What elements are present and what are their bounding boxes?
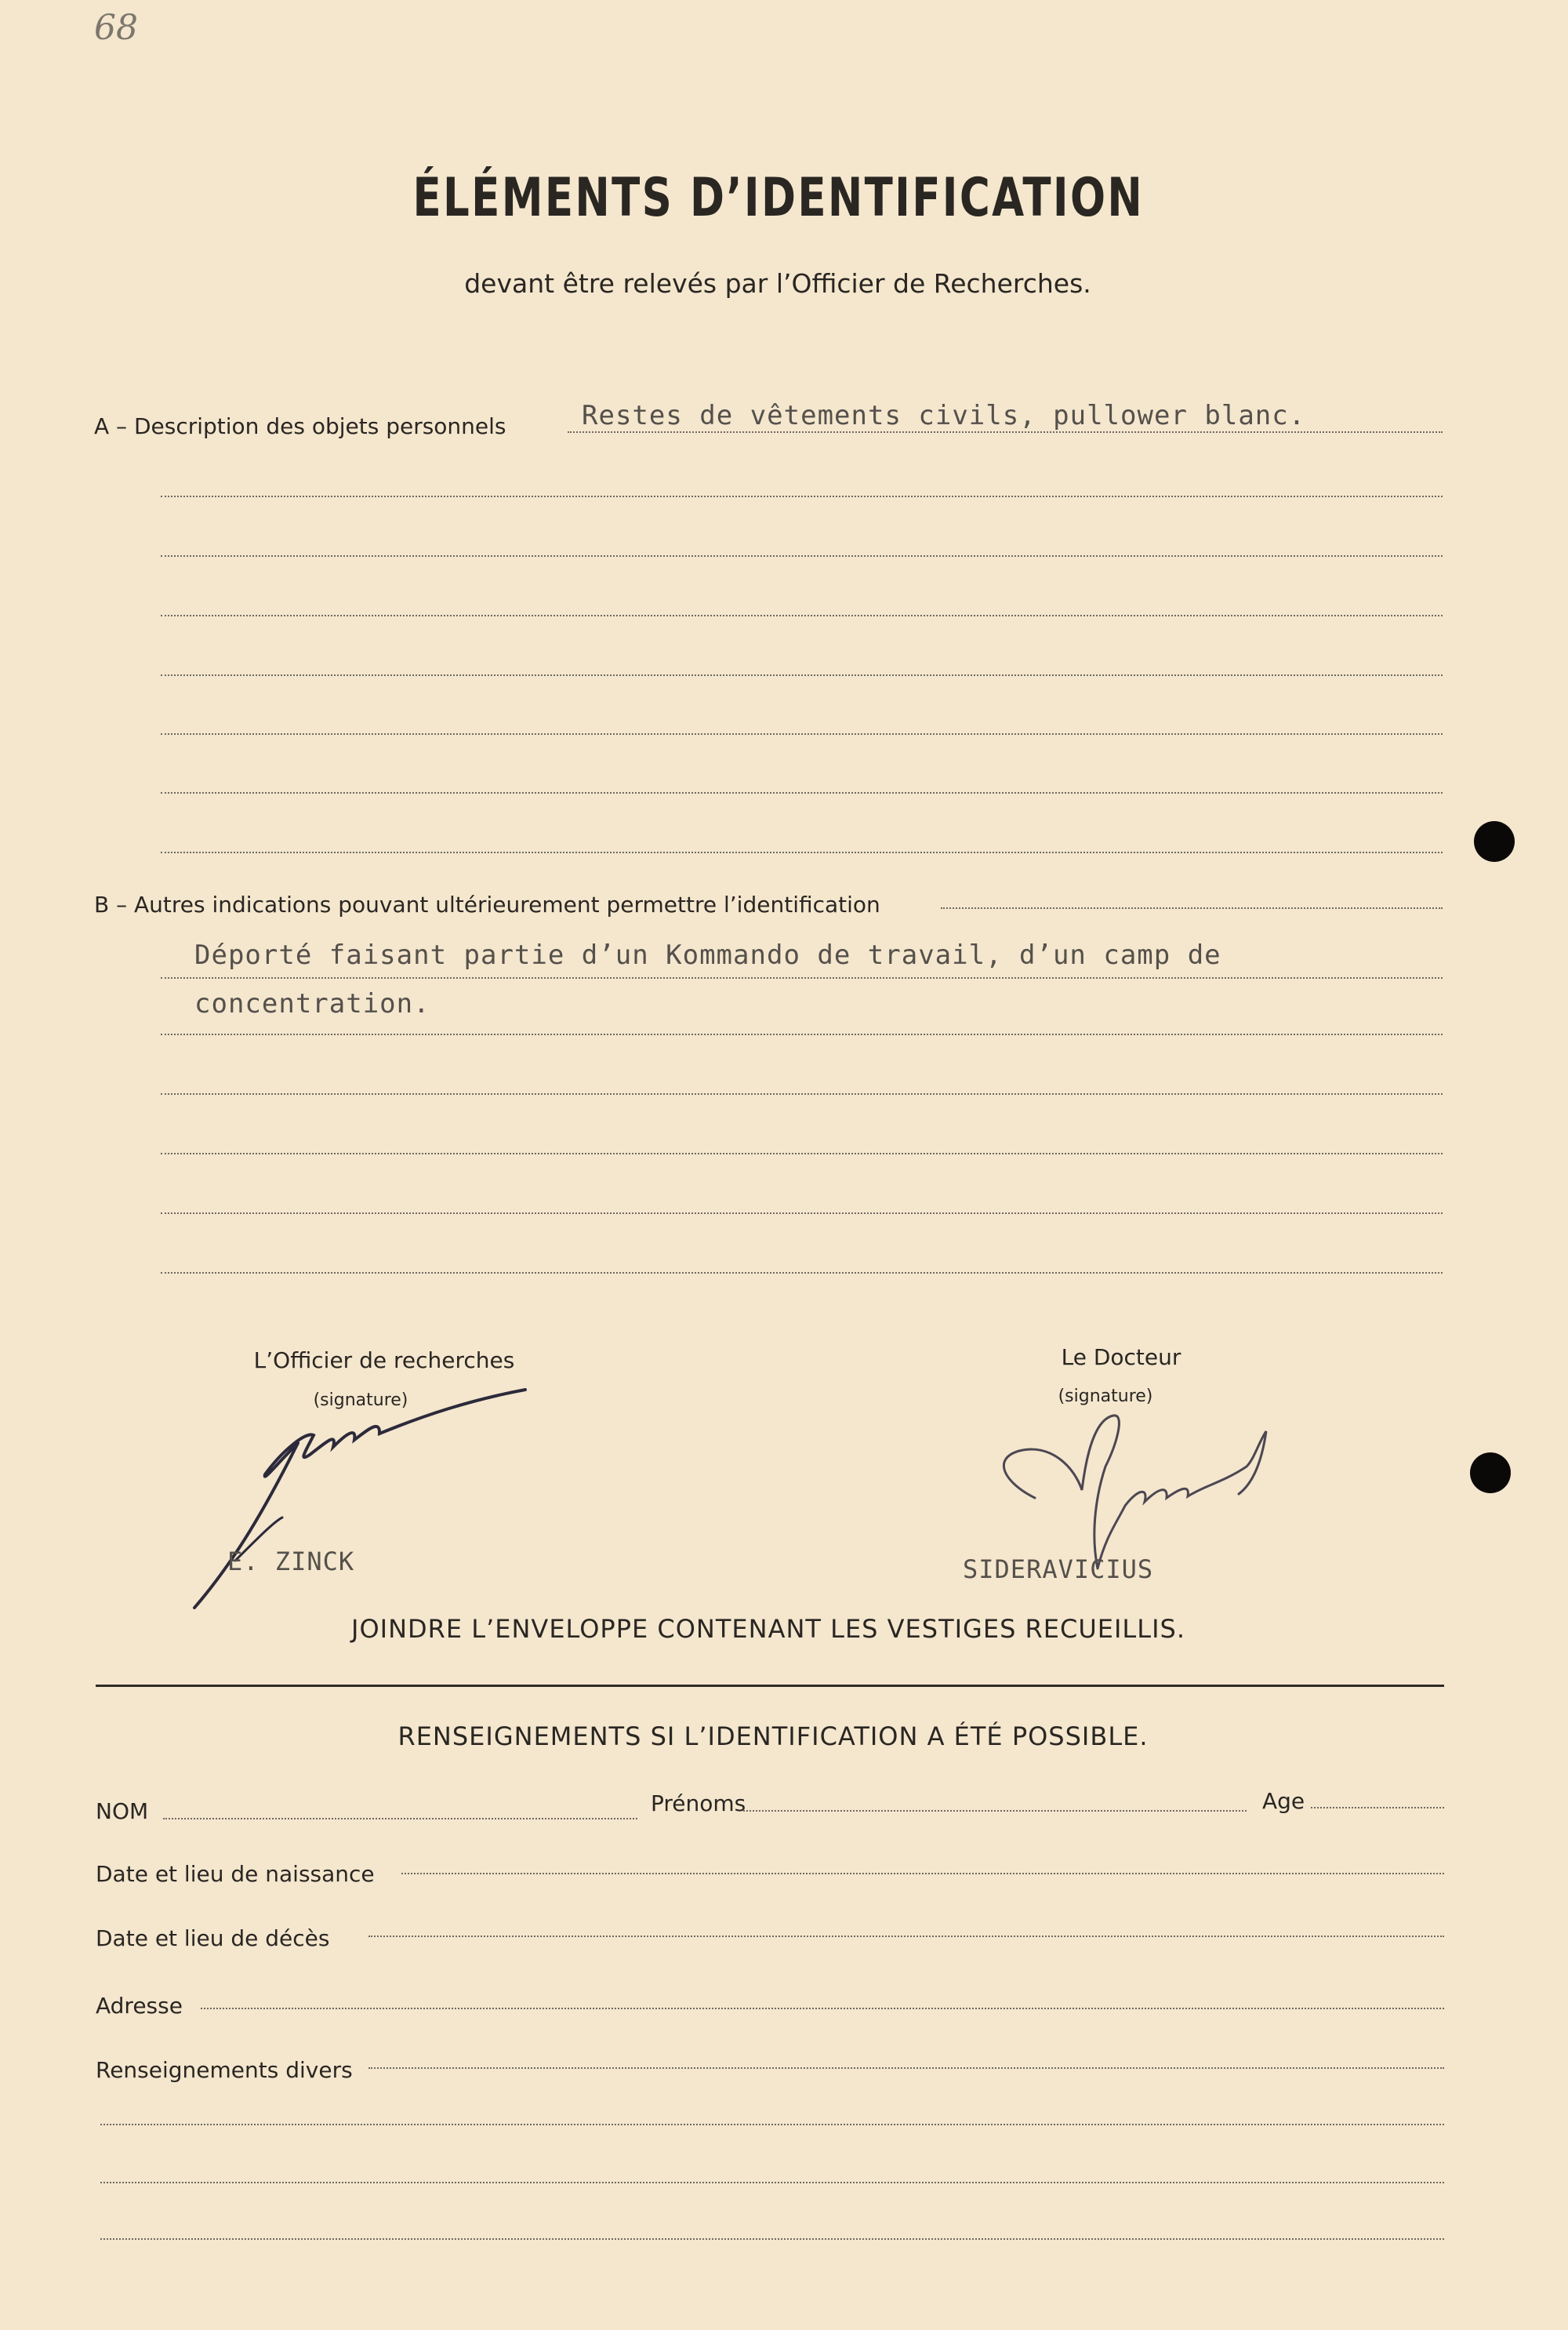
section-b-dotted-line — [161, 1153, 1443, 1154]
misc-field-line — [100, 2124, 1444, 2125]
document-title: ÉLÉMENTS D’IDENTIFICATION — [412, 167, 1145, 229]
prenoms-field-line — [743, 1810, 1247, 1812]
section-a-dotted-line — [161, 615, 1443, 616]
section-a-dotted-line — [568, 431, 1443, 433]
section-a-dotted-line — [161, 555, 1443, 557]
nom-field-line — [163, 1818, 637, 1819]
birth-field-line — [401, 1873, 1444, 1874]
misc-field-line — [100, 2182, 1444, 2183]
section-a-dotted-line — [161, 852, 1443, 853]
envelope-note: JOINDRE L’ENVELOPPE CONTENANT LES VESTIGES RECUEILLIS. — [351, 1614, 1185, 1644]
section-a-dotted-line — [161, 733, 1443, 735]
doctor-signature — [988, 1412, 1278, 1576]
section-b-dotted-line — [941, 907, 1443, 909]
misc-field-line — [100, 2238, 1444, 2240]
punch-hole — [1474, 821, 1515, 862]
section-divider — [96, 1685, 1444, 1687]
section-b-label: B – Autres indications pouvant ultérieurement permettre l’identification — [94, 892, 880, 918]
info-section-heading: RENSEIGNEMENTS SI L’IDENTIFICATION A ÉTÉ POSSIBLE. — [397, 1721, 1149, 1751]
section-a-value: Restes de vêtements civils, pullower blanc. — [582, 400, 1306, 431]
prenoms-label: Prénoms — [651, 1790, 746, 1816]
doctor-title: Le Docteur — [1061, 1344, 1181, 1370]
doctor-name: SIDERAVICIUS — [963, 1554, 1154, 1584]
section-b-dotted-line — [161, 1093, 1443, 1095]
section-b-dotted-line — [161, 1034, 1443, 1035]
section-b-dotted-line — [161, 977, 1443, 979]
corner-number: 68 — [94, 8, 138, 48]
nom-label: NOM — [96, 1798, 149, 1824]
address-label: Adresse — [96, 1993, 183, 2019]
birth-label: Date et lieu de naissance — [96, 1861, 375, 1887]
officer-name: E. ZINCK — [227, 1547, 355, 1576]
document-subtitle: devant être relevés par l’Officier de Recherches. — [464, 268, 1091, 299]
section-a-label: A – Description des objets personnels — [94, 413, 506, 439]
section-b-value-line-1: Déporté faisant partie d’un Kommando de travail, d’un camp de — [194, 940, 1221, 971]
section-b-dotted-line — [161, 1272, 1443, 1274]
address-field-line — [201, 2008, 1444, 2009]
section-a-dotted-line — [161, 792, 1443, 794]
death-field-line — [368, 1936, 1444, 1937]
officer-title: L’Officier de recherches — [253, 1347, 515, 1373]
age-label: Age — [1262, 1788, 1305, 1814]
punch-hole — [1470, 1452, 1511, 1493]
death-label: Date et lieu de décès — [96, 1925, 330, 1951]
doctor-signature-hint: (signature) — [1058, 1387, 1153, 1406]
section-b-dotted-line — [161, 1212, 1443, 1214]
section-b-value-line-2: concentration. — [194, 988, 430, 1020]
officer-signature — [188, 1388, 533, 1616]
age-field-line — [1311, 1807, 1444, 1808]
misc-field-line — [368, 2067, 1444, 2069]
section-a-dotted-line — [161, 496, 1443, 497]
misc-label: Renseignements divers — [96, 2057, 353, 2083]
officer-signature-hint: (signature) — [313, 1390, 408, 1410]
section-a-dotted-line — [161, 674, 1443, 676]
